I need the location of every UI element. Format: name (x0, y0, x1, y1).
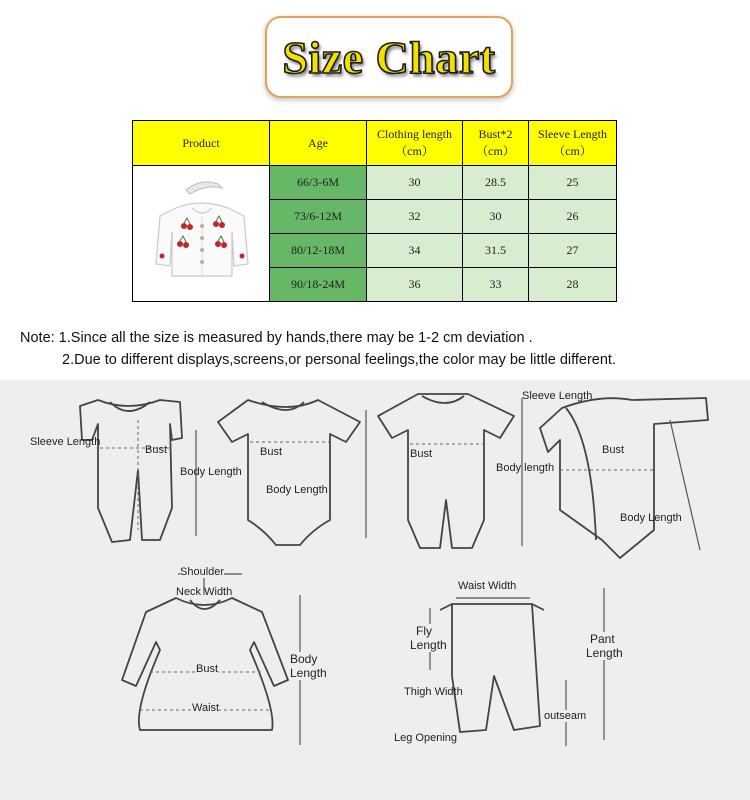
label-kimono-sleeve: Sleeve Length (522, 390, 593, 402)
measurement-note (20, 327, 616, 371)
label-pant-fly-1: Fly (416, 624, 432, 638)
header-clothing-length-label: Clothing length (377, 127, 452, 141)
sleeve-length-cell: 25 (529, 166, 617, 200)
label-pant-waist: Waist Width (458, 580, 517, 592)
note-line-1: Note: 1.Since all the size is measured by hands,there may be 1-2 cm deviation . (20, 330, 533, 346)
header-sleeve-length (529, 121, 617, 166)
sleeve-length-cell: 27 (529, 234, 617, 268)
header-clothing-length-unit: （cm） (395, 144, 434, 158)
label-pant-length-2: Length (586, 646, 623, 660)
label-dress-shoulder: Shoulder (180, 566, 225, 578)
garment-outlines (0, 380, 750, 800)
product-image-cell (133, 166, 270, 302)
header-sleeve-length-unit: （cm） (553, 144, 592, 158)
label-romper-sleeve: Sleeve Length (30, 436, 101, 448)
clothing-length-cell: 32 (367, 200, 463, 234)
cardigan-product-image (146, 172, 256, 292)
label-dress-waist: Waist (192, 702, 220, 714)
header-bust-label: Bust*2 (478, 127, 513, 141)
label-pant-fly-2: Length (410, 638, 447, 652)
bust-cell: 33 (463, 268, 529, 302)
header-clothing-length (367, 121, 463, 166)
label-dress-bust: Bust (196, 663, 219, 675)
sleeve-length-cell: 26 (529, 200, 617, 234)
label-shortall-bust: Bust (410, 448, 433, 460)
label-dress-body-2: Length (290, 666, 327, 680)
header-age: Age (270, 121, 367, 166)
label-shortall-body: Body length (496, 462, 555, 474)
table-header-row (133, 121, 617, 166)
label-dress-body-1: Body (290, 652, 318, 666)
clothing-length-cell: 36 (367, 268, 463, 302)
size-chart-title-box (265, 16, 513, 98)
note-line-2: 2.Due to different displays,screens,or personal feelings,the color may be little different. (62, 352, 616, 368)
header-bust (463, 121, 529, 166)
label-pant-thigh: Thigh Width (404, 686, 463, 698)
header-product: Product (133, 121, 270, 166)
header-bust-unit: （cm） (476, 144, 515, 158)
label-pant-length-1: Pant (590, 632, 615, 646)
label-bodysuit-body: Body Length (266, 484, 328, 496)
label-pant-outseam: outseam (544, 710, 587, 722)
label-kimono-bust: Bust (602, 444, 625, 456)
age-cell: 66/3-6M (270, 166, 367, 200)
size-table (132, 120, 617, 302)
age-cell: 73/6-12M (270, 200, 367, 234)
clothing-length-cell: 30 (367, 166, 463, 200)
label-romper-body: Body Length (180, 466, 242, 478)
label-dress-neck: Neck Width (176, 586, 233, 598)
bust-cell: 28.5 (463, 166, 529, 200)
label-romper-bust: Bust (145, 444, 168, 456)
bust-cell: 31.5 (463, 234, 529, 268)
age-cell: 80/12-18M (270, 234, 367, 268)
measurement-diagrams (0, 380, 750, 800)
header-sleeve-length-label: Sleeve Length (538, 127, 607, 141)
bust-cell: 30 (463, 200, 529, 234)
label-bodysuit-bust: Bust (260, 446, 283, 458)
page-title: Size Chart (282, 31, 496, 83)
clothing-length-cell: 34 (367, 234, 463, 268)
label-kimono-body: Body Length (620, 512, 682, 524)
table-row (133, 166, 617, 200)
age-cell: 90/18-24M (270, 268, 367, 302)
sleeve-length-cell: 28 (529, 268, 617, 302)
label-pant-leg: Leg Opening (394, 732, 457, 744)
